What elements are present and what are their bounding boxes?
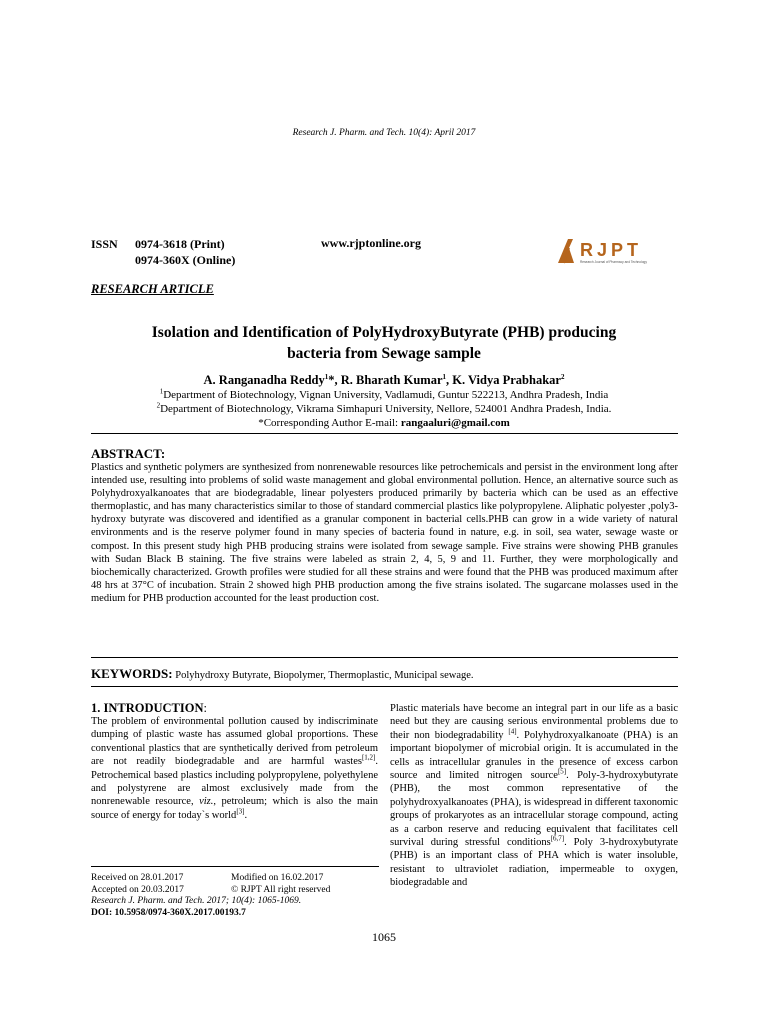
intro-text-2b: . Polyhydroxyalkanoate (PHA) is an important biopolymer of microbial origin. It is accumulated in the cells as intracellular granules in the presence of excess carbon source and limited nitrogen source [390, 729, 678, 782]
modified-date: Modified on 16.02.2017 [231, 873, 324, 883]
citation-3: [4] [508, 727, 517, 736]
title-line-2: bacteria from Sewage sample [287, 345, 481, 362]
journal-website[interactable]: www.rjptonline.org [321, 236, 421, 250]
citation-4: [5] [557, 767, 567, 776]
issn-block [91, 236, 235, 268]
author-3: K. Vidya Prabhakar [452, 373, 561, 387]
author-2: R. Bharath Kumar [340, 373, 443, 387]
author-2-affil: 1 [442, 372, 446, 381]
abstract-text: Plastics and synthetic polymers are synthesized from nonrenewable resources like petrochemicals and persist in the environment long after intended use, resulting into problems of solid waste management and global environmental pollution. Hence, an alternative source such as Polyhydroxyalkanoates that are biodegradable, linear polyesters produced primarily by bacteria which can be used as an effective thermoplastic, and has many characteristics similar to those of standard commercial plastics like polypropylene. Aliphatic polyester ,poly3-hydroxy butyrate was discovered and identified as a granular component in bacterial cells.PHB can grow in a wide variety of natural environments and is the reserve polymer found in many species of bacteria found in nature, e.g. in soil, sea water, sewage waste or compost. In this present study high PHB producing strains were isolated from sewage sample. Five strains were showing PHB granules with Sudan Black B staining. The five strains were labeled as strain 2, 4, 5, 9 and 11. Further, they were morphologically and biochemically characterized. Growth profiles were studied for all these strains and were found that the PHB was produced maximum after 48 hrs at 37°C of incubation. Strain 2 showed high PHB production among the five strains isolated. The sugarcane molasses used in the medium for PHB production accounted for the least production cost. [91, 462, 678, 604]
intro-text-1c: , petroleum; which is also the main source of energy for today`s world [91, 796, 378, 821]
citation-line: Research J. Pharm. and Tech. 2017; 10(4): 1065-1069. [91, 896, 302, 906]
intro-column-left [91, 715, 378, 822]
keywords-label: KEYWORDS: [91, 666, 173, 681]
affiliation-1 [60, 388, 708, 402]
journal-header: Research J. Pharm. and Tech. 10(4): April 2017 [292, 128, 476, 138]
author-list [91, 373, 677, 388]
intro-text-1a: The problem of environmental pollution caused by indiscriminate dumping of plastic waste has assumed global proportions. These conventional plastics that are synthetically derived from petroleum are not readily biodegradable and are harmful wastes [91, 716, 378, 768]
citation-2: [3] [236, 807, 245, 816]
corresponding-email[interactable]: rangaaluri@gmail.com [400, 417, 510, 429]
affiliation-2 [60, 402, 708, 416]
keywords-rule [91, 686, 678, 687]
received-block [91, 873, 379, 919]
keywords-text: Polyhydroxy Butyrate, Biopolymer, Thermoplastic, Municipal sewage. [172, 670, 474, 681]
introduction-heading [91, 701, 207, 716]
abstract-top-rule [91, 433, 678, 434]
svg-text:Research Journal of Pharmacy a: Research Journal of Pharmacy and Technology [580, 260, 647, 264]
article-type: RESEARCH ARTICLE [91, 282, 214, 296]
intro-text-1d: . [244, 809, 248, 821]
corresponding-label: *Corresponding Author E-mail: [258, 417, 401, 429]
citation-5: [6,7] [550, 834, 565, 843]
intro-text-1b: . Petrochemical based plastics including polypropylene, polyethylene and polystyrene are almost exclusively made from the nonrenewable resource, [91, 756, 378, 808]
doi[interactable]: DOI: 10.5958/0974-360X.2017.00193.7 [91, 907, 246, 918]
introduction-heading-colon: : [203, 701, 207, 715]
accepted-date: Accepted on 20.03.2017 [91, 884, 184, 895]
abstract-heading: ABSTRACT: [91, 446, 166, 461]
corresponding-mark: *, [328, 373, 341, 387]
intro-text-2d: . Poly 3-hydroxybutyrate (PHB) is an important class of PHA which is water insoluble, resistant to ultraviolet radiation, impermeable to oxygen, biodegradable and [390, 837, 678, 889]
rights-notice: © RJPT All right reserved [231, 884, 331, 895]
corresponding-author [60, 416, 708, 430]
title-line-1: Isolation and Identification of PolyHydroxyButyrate (PHB) producing [151, 324, 617, 341]
issn-label: ISSN [91, 237, 118, 251]
page-number: 1065 [372, 930, 396, 944]
svg-text:RJPT: RJPT [580, 240, 643, 260]
received-date: Received on 28.01.2017 [91, 873, 184, 883]
affiliations [60, 388, 708, 430]
abstract-bottom-rule [91, 657, 678, 658]
issn-online: 0974-360X (Online) [135, 253, 236, 267]
affiliation-2-text: Department of Biotechnology, Vikrama Simhapuri University, Nellore, 524001 Andhra Pradesh, India. [160, 403, 612, 415]
affiliation-1-text: Department of Biotechnology, Vignan University, Vadlamudi, Guntur 522213, Andhra Pradesh, India [163, 389, 609, 401]
affiliation-1-number: 1 [159, 387, 164, 396]
affiliation-2-number: 2 [156, 401, 161, 410]
introduction-heading-text: 1. INTRODUCTION [91, 701, 204, 715]
issn-print: 0974-3618 (Print) [135, 237, 225, 251]
rjpt-logo [556, 236, 671, 266]
article-title [91, 322, 677, 364]
citation-1: [1,2] [361, 753, 376, 762]
author-3-affil: 2 [560, 372, 565, 381]
author-separator: , [446, 373, 453, 387]
intro-viz: viz. [199, 796, 214, 808]
intro-column-right [390, 702, 678, 890]
author-1-affil: 1 [324, 372, 329, 381]
received-rule [91, 866, 379, 867]
intro-text-2c: . Poly-3-hydroxybutyrate (PHB), the most common representative of the polyhydroxyalkanoates (PHA), is widespread in different taxonomic groups of prokaryotes as an intracellular storage compound, acting as a carbon reserve and reducing equivalent that facilitates cell survival during stressful conditions [390, 770, 678, 849]
author-1: A. Ranganadha Reddy [203, 373, 325, 387]
keywords [91, 666, 474, 682]
intro-text-2a: Plastic materials have become an integral part in our life as a basic need but they are causing serious environmental problems due to their non biodegradability [390, 703, 678, 741]
